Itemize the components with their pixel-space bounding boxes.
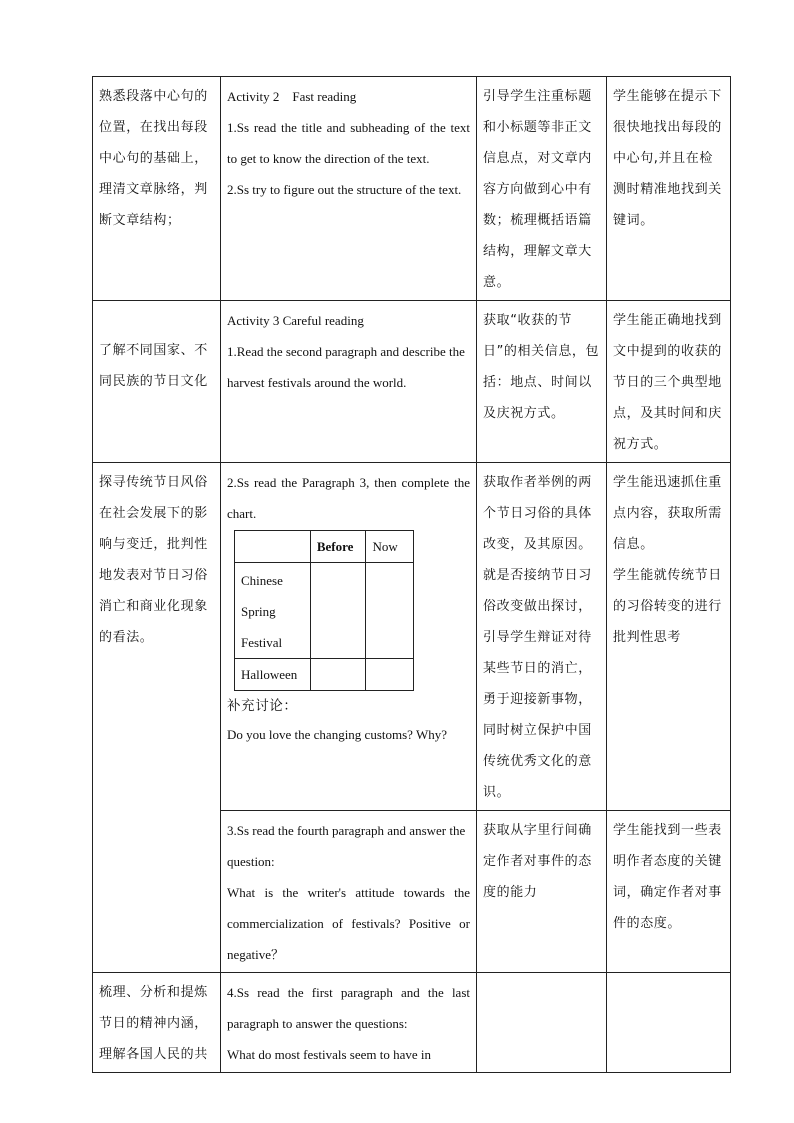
student-cell: 学生能找到一些表明作者态度的关键词，确定作者对事件的态度。 bbox=[607, 811, 731, 973]
activity-question: What do most festivals seem to have in bbox=[227, 1047, 431, 1062]
teacher-cell: 引导学生注重标题和小标题等非正文信息点，对文章内容方向做到心中有数；梳理概括语篇结构，理解文章大意。 bbox=[477, 77, 607, 301]
teacher-cell: 获取“收获的节日”的相关信息，包括：地点、时间以及庆祝方式。 bbox=[477, 301, 607, 463]
table-row bbox=[93, 77, 731, 301]
student-cell: 学生能够在提示下很快地找出每段的中心句,并且在检测时精准地找到关键词。 bbox=[607, 77, 731, 301]
activity-cell bbox=[221, 973, 477, 1073]
activity-step: 2.Ss read the Paragraph 3, then complete the chart. bbox=[227, 475, 470, 521]
student-cell bbox=[607, 973, 731, 1073]
activity-step: 4.Ss read the first paragraph and the last paragraph to answer the questions: bbox=[227, 985, 470, 1031]
table-row bbox=[93, 973, 731, 1073]
chart-row-label: Chinese Spring Festival bbox=[235, 563, 311, 659]
student-cell: 学生能正确地找到文中提到的收获的节日的三个典型地点，及其时间和庆祝方式。 bbox=[607, 301, 731, 463]
activity-cell bbox=[221, 77, 477, 301]
goal-cell: 了解不同国家、不同民族的节日文化 bbox=[93, 301, 221, 463]
goal-cell: 熟悉段落中心句的位置，在找出每段中心句的基础上，理清文章脉络，判断文章结构； bbox=[93, 77, 221, 301]
goal-cell: 探寻传统节日风俗在社会发展下的影响与变迁，批判性地发表对节日习俗消亡和商业化现象的看法。 bbox=[93, 463, 221, 973]
activity-cell bbox=[221, 463, 477, 811]
chart-row-label: Halloween bbox=[235, 659, 311, 691]
teacher-cell: 获取作者举例的两个节日习俗的具体改变，及其原因。就是否接纳节日习俗改变做出探讨，引导学生辩证对待某些节日的消亡，勇于迎接新事物，同时树立保护中国传统优秀文化的意识。 bbox=[477, 463, 607, 811]
discussion-question: Do you love the changing customs? Why? bbox=[227, 727, 447, 742]
chart-cell bbox=[310, 659, 366, 691]
table-row bbox=[93, 463, 731, 811]
activity-title: Activity 2 Fast reading bbox=[227, 89, 357, 104]
activity-cell bbox=[221, 811, 477, 973]
chart-header-empty bbox=[235, 531, 311, 563]
chart-cell bbox=[366, 563, 414, 659]
goal-cell: 梳理、分析和提炼节日的精神内涵，理解各国人民的共 bbox=[93, 973, 221, 1073]
student-cell: 学生能迅速抓住重点内容，获取所需信息。 学生能就传统节日的习俗转变的进行批判性思考 bbox=[607, 463, 731, 811]
activity-step: 2.Ss try to figure out the structure of the text. bbox=[227, 182, 462, 197]
activity-question: What is the writer's attitude towards the commercialization of festivals? Positive or negative？ bbox=[227, 885, 470, 962]
activity-step: 3.Ss read the fourth paragraph and answer the question: bbox=[227, 823, 466, 869]
activity-step: 1.Read the second paragraph and describe the harvest festivals around the world. bbox=[227, 344, 465, 390]
chart-cell bbox=[310, 563, 366, 659]
chart-header-now: Now bbox=[366, 531, 414, 563]
teacher-cell bbox=[477, 973, 607, 1073]
teacher-cell: 获取从字里行间确定作者对事件的态度的能力 bbox=[477, 811, 607, 973]
activity-cell bbox=[221, 301, 477, 463]
lesson-plan-table bbox=[92, 76, 731, 1073]
discussion-label: 补充讨论： bbox=[227, 698, 298, 714]
activity-step: 1.Ss read the title and subheading of the text to get to know the direction of the text. bbox=[227, 120, 470, 166]
chart-cell bbox=[366, 659, 414, 691]
table-row bbox=[93, 301, 731, 463]
comparison-chart bbox=[234, 530, 414, 691]
activity-title: Activity 3 Careful reading bbox=[227, 313, 364, 328]
chart-header-before: Before bbox=[310, 531, 366, 563]
